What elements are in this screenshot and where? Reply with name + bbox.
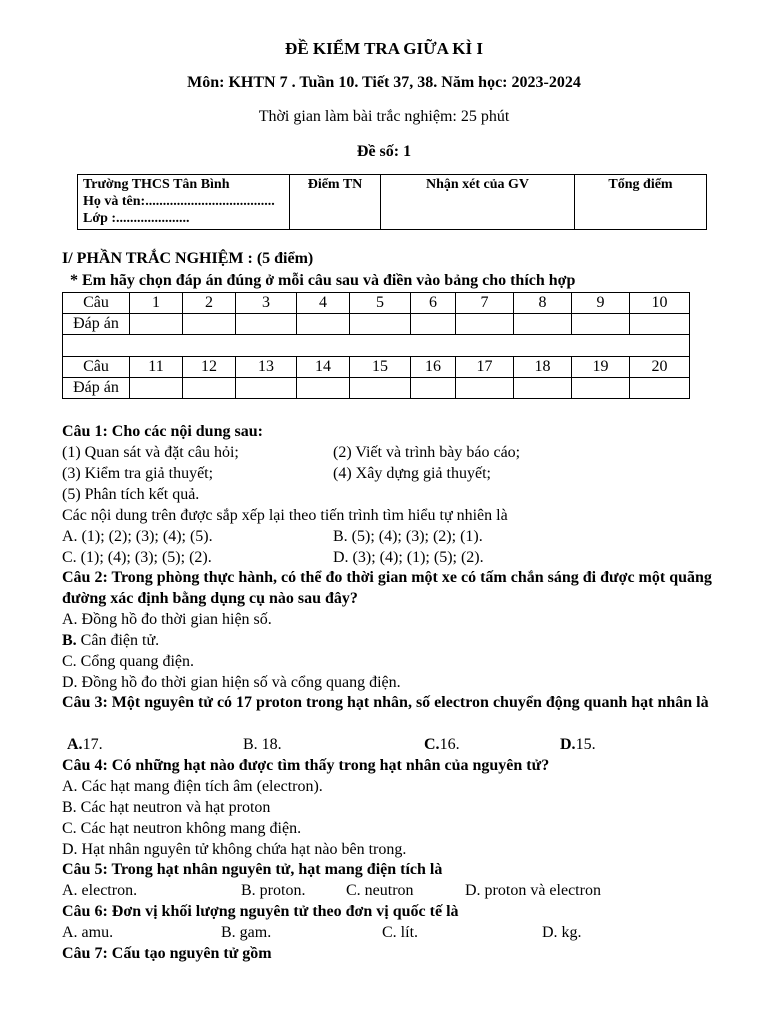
q6-option-d: D. kg. xyxy=(542,924,582,941)
q3-option-a-text: 17. xyxy=(82,736,103,753)
cau-label: Câu xyxy=(63,357,130,378)
exam-time: Thời gian làm bài trắc nghiệm: 25 phút xyxy=(258,108,510,125)
q6-option-a: A. amu. xyxy=(62,924,114,941)
cau-label: Câu xyxy=(63,293,130,314)
answer-cell xyxy=(297,378,350,399)
answer-cell xyxy=(183,378,236,399)
question-number: 2 xyxy=(183,293,236,314)
q4-option-d: D. Hạt nhân nguyên tử không chứa hạt nào bên trong. xyxy=(62,841,407,858)
question-number: 17 xyxy=(456,357,514,378)
q1-option-b: B. (5); (4); (3); (2); (1). xyxy=(333,528,483,545)
answer-table-numbers-2 xyxy=(63,357,690,378)
q1-item-5: (5) Phân tích kết quả. xyxy=(62,486,200,503)
total-score-header: Tổng điểm xyxy=(575,175,707,230)
q3-option-c xyxy=(424,734,460,755)
answer-cell xyxy=(456,314,514,335)
answer-cell xyxy=(183,314,236,335)
q5-title: Câu 5: Trong hạt nhân nguyên tử, hạt mang điện tích là xyxy=(62,861,443,878)
answer-table xyxy=(62,292,690,399)
q3-options xyxy=(62,734,722,755)
answer-cell xyxy=(350,378,411,399)
teacher-comment-header: Nhận xét của GV xyxy=(381,175,575,230)
q1-options-row1 xyxy=(62,526,722,547)
dap-an-label: Đáp án xyxy=(63,378,130,399)
q4-title: Câu 4: Có những hạt nào được tìm thấy trong hạt nhân của nguyên tử? xyxy=(62,757,550,774)
question-number: 8 xyxy=(514,293,572,314)
question-number: 15 xyxy=(350,357,411,378)
answer-table-answers-1 xyxy=(63,314,690,335)
q2-option-b xyxy=(62,630,159,651)
section-heading: I/ PHẦN TRẮC NGHIỆM : (5 điểm) xyxy=(62,250,314,267)
question-number: 4 xyxy=(297,293,350,314)
q2-option-a: A. Đồng hồ đo thời gian hiện số. xyxy=(62,611,272,628)
q3-option-d-letter: D. xyxy=(560,736,576,753)
answer-cell xyxy=(130,378,183,399)
q6-option-b: B. gam. xyxy=(221,924,272,941)
question-number: 18 xyxy=(514,357,572,378)
q3-option-b: B. 18. xyxy=(243,736,282,753)
q4-option-c: C. Các hạt neutron không mang điện. xyxy=(62,820,302,837)
q5-option-a: A. electron. xyxy=(62,882,138,899)
q1-option-c: C. (1); (4); (3); (5); (2). xyxy=(62,549,212,566)
q1-title: Câu 1: Cho các nội dung sau: xyxy=(62,423,263,440)
student-info-cell xyxy=(78,175,290,230)
exam-code: Đề số: 1 xyxy=(356,143,412,160)
q1-stem: Các nội dung trên được sắp xếp lại theo tiến trình tìm hiểu tự nhiên là xyxy=(62,507,508,524)
exam-title: ĐỀ KIỂM TRA GIỮA KÌ I xyxy=(285,39,483,58)
question-number: 13 xyxy=(236,357,297,378)
q1-items-row1 xyxy=(62,442,722,463)
answer-cell xyxy=(411,378,456,399)
question-number: 19 xyxy=(572,357,630,378)
q7-title: Câu 7: Cấu tạo nguyên tử gồm xyxy=(62,945,272,962)
q5-option-b: B. proton. xyxy=(241,882,306,899)
question-number: 16 xyxy=(411,357,456,378)
student-class-field: Lớp :..................... xyxy=(83,211,190,226)
q1-option-d: D. (3); (4); (1); (5); (2). xyxy=(333,549,484,566)
q4-option-b: B. Các hạt neutron và hạt proton xyxy=(62,799,271,816)
score-tn-header: Điểm TN xyxy=(290,175,381,230)
q3-option-a xyxy=(67,734,103,755)
answer-cell xyxy=(630,378,690,399)
answer-table-numbers-1 xyxy=(63,293,690,314)
question-number: 5 xyxy=(350,293,411,314)
q2-title: Câu 2: Trong phòng thực hành, có thể đo thời gian một xe có tấm chắn sáng đi được một quãng đường xác định bằng dụng cụ nào sau đây? xyxy=(62,569,712,607)
q1-item-1: (1) Quan sát và đặt câu hỏi; xyxy=(62,444,239,461)
question-number: 9 xyxy=(572,293,630,314)
answer-cell xyxy=(236,378,297,399)
student-name-field: Họ và tên:..................................... xyxy=(83,194,275,209)
q6-option-c: C. lít. xyxy=(382,924,419,941)
question-number: 7 xyxy=(456,293,514,314)
answer-cell xyxy=(236,314,297,335)
answer-cell xyxy=(572,378,630,399)
answer-cell xyxy=(297,314,350,335)
q2-option-b-letter: B. xyxy=(62,632,77,649)
q3-option-c-letter: C. xyxy=(424,736,440,753)
question-number: 12 xyxy=(183,357,236,378)
q3-option-d xyxy=(560,734,596,755)
q1-item-2: (2) Viết và trình bày báo cáo; xyxy=(333,444,521,461)
q1-item-3: (3) Kiểm tra giả thuyết; xyxy=(62,465,214,482)
dap-an-label: Đáp án xyxy=(63,314,130,335)
answer-cell xyxy=(130,314,183,335)
student-info-table xyxy=(77,174,707,230)
q2-option-b-text: Cân điện tử. xyxy=(76,632,160,649)
q1-item-4: (4) Xây dựng giả thuyết; xyxy=(333,465,491,482)
question-number: 10 xyxy=(630,293,690,314)
q5-option-c: C. neutron xyxy=(346,882,414,899)
q4-option-a: A. Các hạt mang điện tích âm (electron). xyxy=(62,778,323,795)
question-number: 6 xyxy=(411,293,456,314)
school-name: Trường THCS Tân Bình xyxy=(83,177,230,192)
answer-cell xyxy=(514,314,572,335)
answer-cell xyxy=(630,314,690,335)
q5-option-d: D. proton và electron xyxy=(465,882,601,899)
q3-option-c-text: 16. xyxy=(439,736,460,753)
question-number: 14 xyxy=(297,357,350,378)
q6-options xyxy=(62,922,722,943)
answer-cell xyxy=(350,314,411,335)
question-number: 1 xyxy=(130,293,183,314)
section-instruction: * Em hãy chọn đáp án đúng ở mỗi câu sau và điền vào bảng cho thích hợp xyxy=(70,272,576,289)
q2-option-c: C. Cổng quang điện. xyxy=(62,653,194,670)
answer-table-answers-2 xyxy=(63,378,690,399)
q6-title: Câu 6: Đơn vị khối lượng nguyên tử theo đơn vị quốc tế là xyxy=(62,903,459,920)
q1-option-a: A. (1); (2); (3); (4); (5). xyxy=(62,528,213,545)
q5-options xyxy=(62,880,722,901)
exam-subject: Môn: KHTN 7 . Tuần 10. Tiết 37, 38. Năm học: 2023-2024 xyxy=(187,74,581,91)
q3-option-a-letter: A. xyxy=(67,736,83,753)
question-number: 3 xyxy=(236,293,297,314)
answer-cell xyxy=(411,314,456,335)
answer-cell xyxy=(572,314,630,335)
question-number: 20 xyxy=(630,357,690,378)
q3-option-d-text: 15. xyxy=(575,736,596,753)
question-number: 11 xyxy=(130,357,183,378)
q1-items-row2 xyxy=(62,463,722,484)
spacer-cell xyxy=(63,335,690,357)
q1-options-row2 xyxy=(62,547,722,568)
q3-title: Câu 3: Một nguyên tử có 17 proton trong hạt nhân, số electron chuyển động quanh hạt nhân là xyxy=(62,694,709,711)
answer-cell xyxy=(456,378,514,399)
q2-option-d: D. Đồng hồ đo thời gian hiện số và cổng quang điện. xyxy=(62,674,401,691)
answer-cell xyxy=(514,378,572,399)
answer-table-spacer xyxy=(63,335,690,357)
